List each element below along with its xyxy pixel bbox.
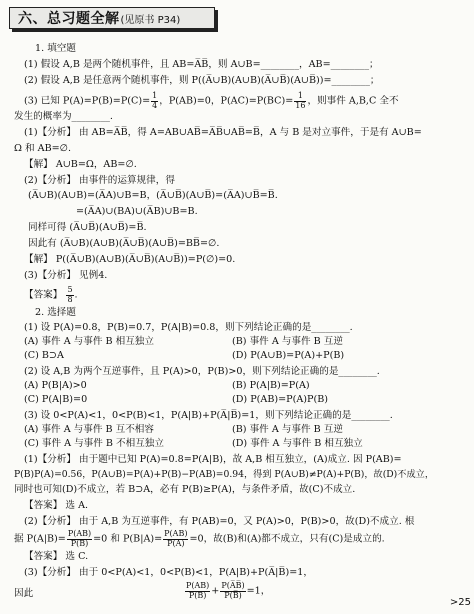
q2-answer-1: 【答案】 选 A. xyxy=(24,500,89,511)
analysis-3: (3)【分析】 见例4. xyxy=(24,270,108,281)
q2-analysis-1-cont2: 同时也可知(D)不成立，若 B⊃A，必有 P(B)≥P(A)，与条件矛盾，故(C)不成立. xyxy=(14,484,356,495)
page-number: >25 xyxy=(449,597,471,608)
therefore-label: 因此 xyxy=(14,588,34,599)
q2-analysis-2-part3: =0，故(B)和(A)都不成立，只有(C)是成立的. xyxy=(189,533,385,545)
q2-3-option-a: (A) 事件 A 与事件 B 互不相容 xyxy=(24,424,154,435)
fraction-final-1: $\frac{P(AB)}{P(B)}$ xyxy=(186,581,210,600)
q1-3-text xyxy=(24,92,399,110)
q1-1-text: (1) 假设 A,B 是两个随机事件，且 AB=A̅B̅，则 A∪B=________，AB=________； xyxy=(24,59,379,70)
answer-label: 【答案】 xyxy=(24,289,63,301)
fraction-final-2: $\frac{P(A̅B̅)}{P(B̅)}$ xyxy=(221,581,245,600)
q2-3-text: (3) 设 0<P(A)<1，0<P(B)<1，P(A|B)+P(A̅|B̅)=1，则下列结论正确的是________. xyxy=(24,410,393,421)
fraction-one-sixteenth: $\frac{1}{16}$ xyxy=(295,91,306,110)
analysis-2-eq1: (A̅∪B)(A∪B)=(A̅A)∪B=B，(A̅∪B̅)(A∪B̅)=(A̅A)∪B̅=B̅. xyxy=(28,190,278,201)
analysis-1-cont: Ω 和 AB=∅. xyxy=(14,143,72,154)
analysis-2: (2)【分析】 由事件的运算规律，得 xyxy=(24,175,175,186)
final-tail: =1， xyxy=(246,585,271,597)
q2-heading: 2. 选择题 xyxy=(35,307,76,318)
fraction-one-quarter: $\frac{1}{4}$ xyxy=(152,91,158,110)
q2-analysis-1: (1)【分析】 由于题中已知 P(A)=0.8=P(A|B)，故 A,B 相互独立，(A)成立. 因 P(AB)= xyxy=(24,454,402,465)
q2-2-text: (2) 设 A,B 为两个互逆事件，且 P(A)>0，P(B)>0，则下列结论正确的是________. xyxy=(24,366,380,377)
analysis-2-eq4: 因此有 (A̅∪B)(A∪B)(A̅∪B̅)(A∪B̅)=BB̅=∅. xyxy=(28,238,220,249)
q1-heading: 1. 填空题 xyxy=(35,43,76,54)
analysis-2-eq2: =(A̅A)∪(BA)∪(A̅B)∪B=B. xyxy=(76,206,198,217)
q2-analysis-2-cont xyxy=(14,530,385,548)
q2-3-option-d: (D) 事件 A 与事件 B 相互独立 xyxy=(232,438,363,449)
solution-1: 【解】 A∪B=Ω，AB=∅. xyxy=(24,159,137,170)
analysis-1: (1)【分析】 由 AB=A̅B̅，得 A=AB∪AB̅=A̅B̅∪AB̅=B̅，A 与 B 是对立事件，于是有 A∪B= xyxy=(24,127,422,138)
fraction-pab-over-pb: $\frac{P(AB)}{P(B)}$ xyxy=(67,529,92,548)
q2-3-option-c: (C) 事件 A 与事件 B 不相互独立 xyxy=(24,438,164,449)
section-subtitle: (见原书 P34) xyxy=(120,14,181,26)
q1-2-text: (2) 假设 A,B 是任意两个随机事件，则 P((A̅∪B)(A∪B)(A̅∪B̅)(A∪B̅))=________； xyxy=(24,75,380,86)
q2-2-option-d: (D) P(AB)=P(A)P(B) xyxy=(232,394,329,405)
q2-2-option-a: (A) P(B|A)>0 xyxy=(24,380,87,391)
q2-1-text: (1) 设 P(A)=0.8，P(B)=0.7，P(A|B)=0.8，则下列结论正确的是________. xyxy=(24,322,353,333)
section-title: 六、总习题全解 xyxy=(18,11,120,27)
answer-1-3: 【答案】 $\frac{5}{8}$ . xyxy=(24,285,78,304)
solution-2: 【解】 P((A̅∪B)(A∪B)(A̅∪B̅)(A∪B̅))=P(∅)=0. xyxy=(24,254,236,265)
q2-3-option-b: (B) 事件 A 与事件 B 互逆 xyxy=(232,424,343,435)
q2-1-option-a: (A) 事件 A 与事件 B 相互独立 xyxy=(24,336,154,347)
q2-1-option-d: (D) P(A∪B)=P(A)+P(B) xyxy=(232,350,345,361)
q2-analysis-3: (3)【分析】 由于 0<P(A)<1，0<P(B)<1，P(A|B)+P(A̅|B̅)=1， xyxy=(24,567,313,578)
fraction-five-eighths: $\frac{5}{8}$ xyxy=(67,285,73,304)
q1-3-text-cont: 发生的概率为________. xyxy=(14,111,113,122)
q1-3-part1: (3) 已知 P(A)=P(B)=P(C)= xyxy=(24,95,151,107)
q2-analysis-1-cont: P(B)P(A)=0.56，P(A∪B)=P(A)+P(B)−P(AB)=0.94，得到 P(A∪B)≠P(A)+P(B)，故(D)不成立， xyxy=(14,469,435,480)
q1-3-part3: ，则事件 A,B,C 全不 xyxy=(307,95,399,107)
q2-analysis-2: (2)【分析】 由于 A,B 为互逆事件，有 P(AB)=0，又 P(A)>0，P(B)>0，故(D)不成立. 根 xyxy=(24,516,415,527)
q2-2-option-b: (B) P(A|B)=P(A) xyxy=(232,380,310,391)
q2-1-option-c: (C) B⊃A xyxy=(24,350,64,361)
q2-answer-2: 【答案】 选 C. xyxy=(24,551,89,562)
q2-analysis-2-part1: 据 P(A|B)= xyxy=(14,533,66,545)
q2-2-option-c: (C) P(A|B)=0 xyxy=(24,394,88,405)
q2-analysis-2-part2: =0 和 P(B|A)= xyxy=(93,533,163,545)
q1-3-part2: ，P(AB)=0，P(AC)=P(BC)= xyxy=(159,95,294,107)
q2-1-option-b: (B) 事件 A 与事件 B 互逆 xyxy=(232,336,343,347)
fraction-pab-over-pa: $\frac{P(AB)}{P(A)}$ xyxy=(164,529,188,548)
section-header xyxy=(9,7,215,29)
analysis-2-eq3: 同样可得 (A̅∪B̅)(A∪B̅)=B̅. xyxy=(28,222,147,233)
final-equation: $\frac{P(AB)}{P(B)}$ + $\frac{P(A̅B̅)}{P(B̅)}$ =1， xyxy=(186,581,271,600)
